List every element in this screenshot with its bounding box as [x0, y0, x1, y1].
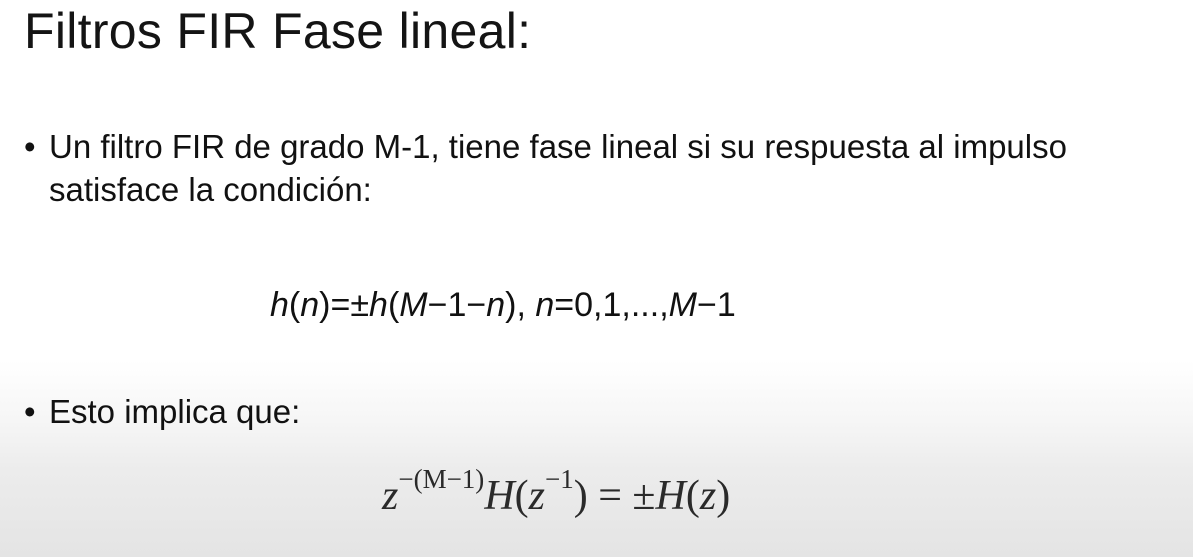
bullet-text: Esto implica que: [49, 393, 301, 430]
bullet-dot-icon: • [24, 393, 36, 430]
bullet-dot-icon: • [24, 128, 36, 165]
bullet-text: Un filtro FIR de grado M-1, tiene fase lineal si su respuesta al impulso satisface la condición: [49, 128, 1067, 208]
bullet-item [24, 125, 1189, 211]
bullet-item [24, 390, 624, 433]
equation-impulse-response-symmetry: h(n)=±h(M−1−n), n=0,1,...,M−1 [270, 286, 736, 324]
slide-title: Filtros FIR Fase lineal: [24, 3, 532, 59]
equation-transfer-function: $z^{-(M-1)}H(z^{-1}) = \pm H(z)$ [382, 464, 731, 519]
